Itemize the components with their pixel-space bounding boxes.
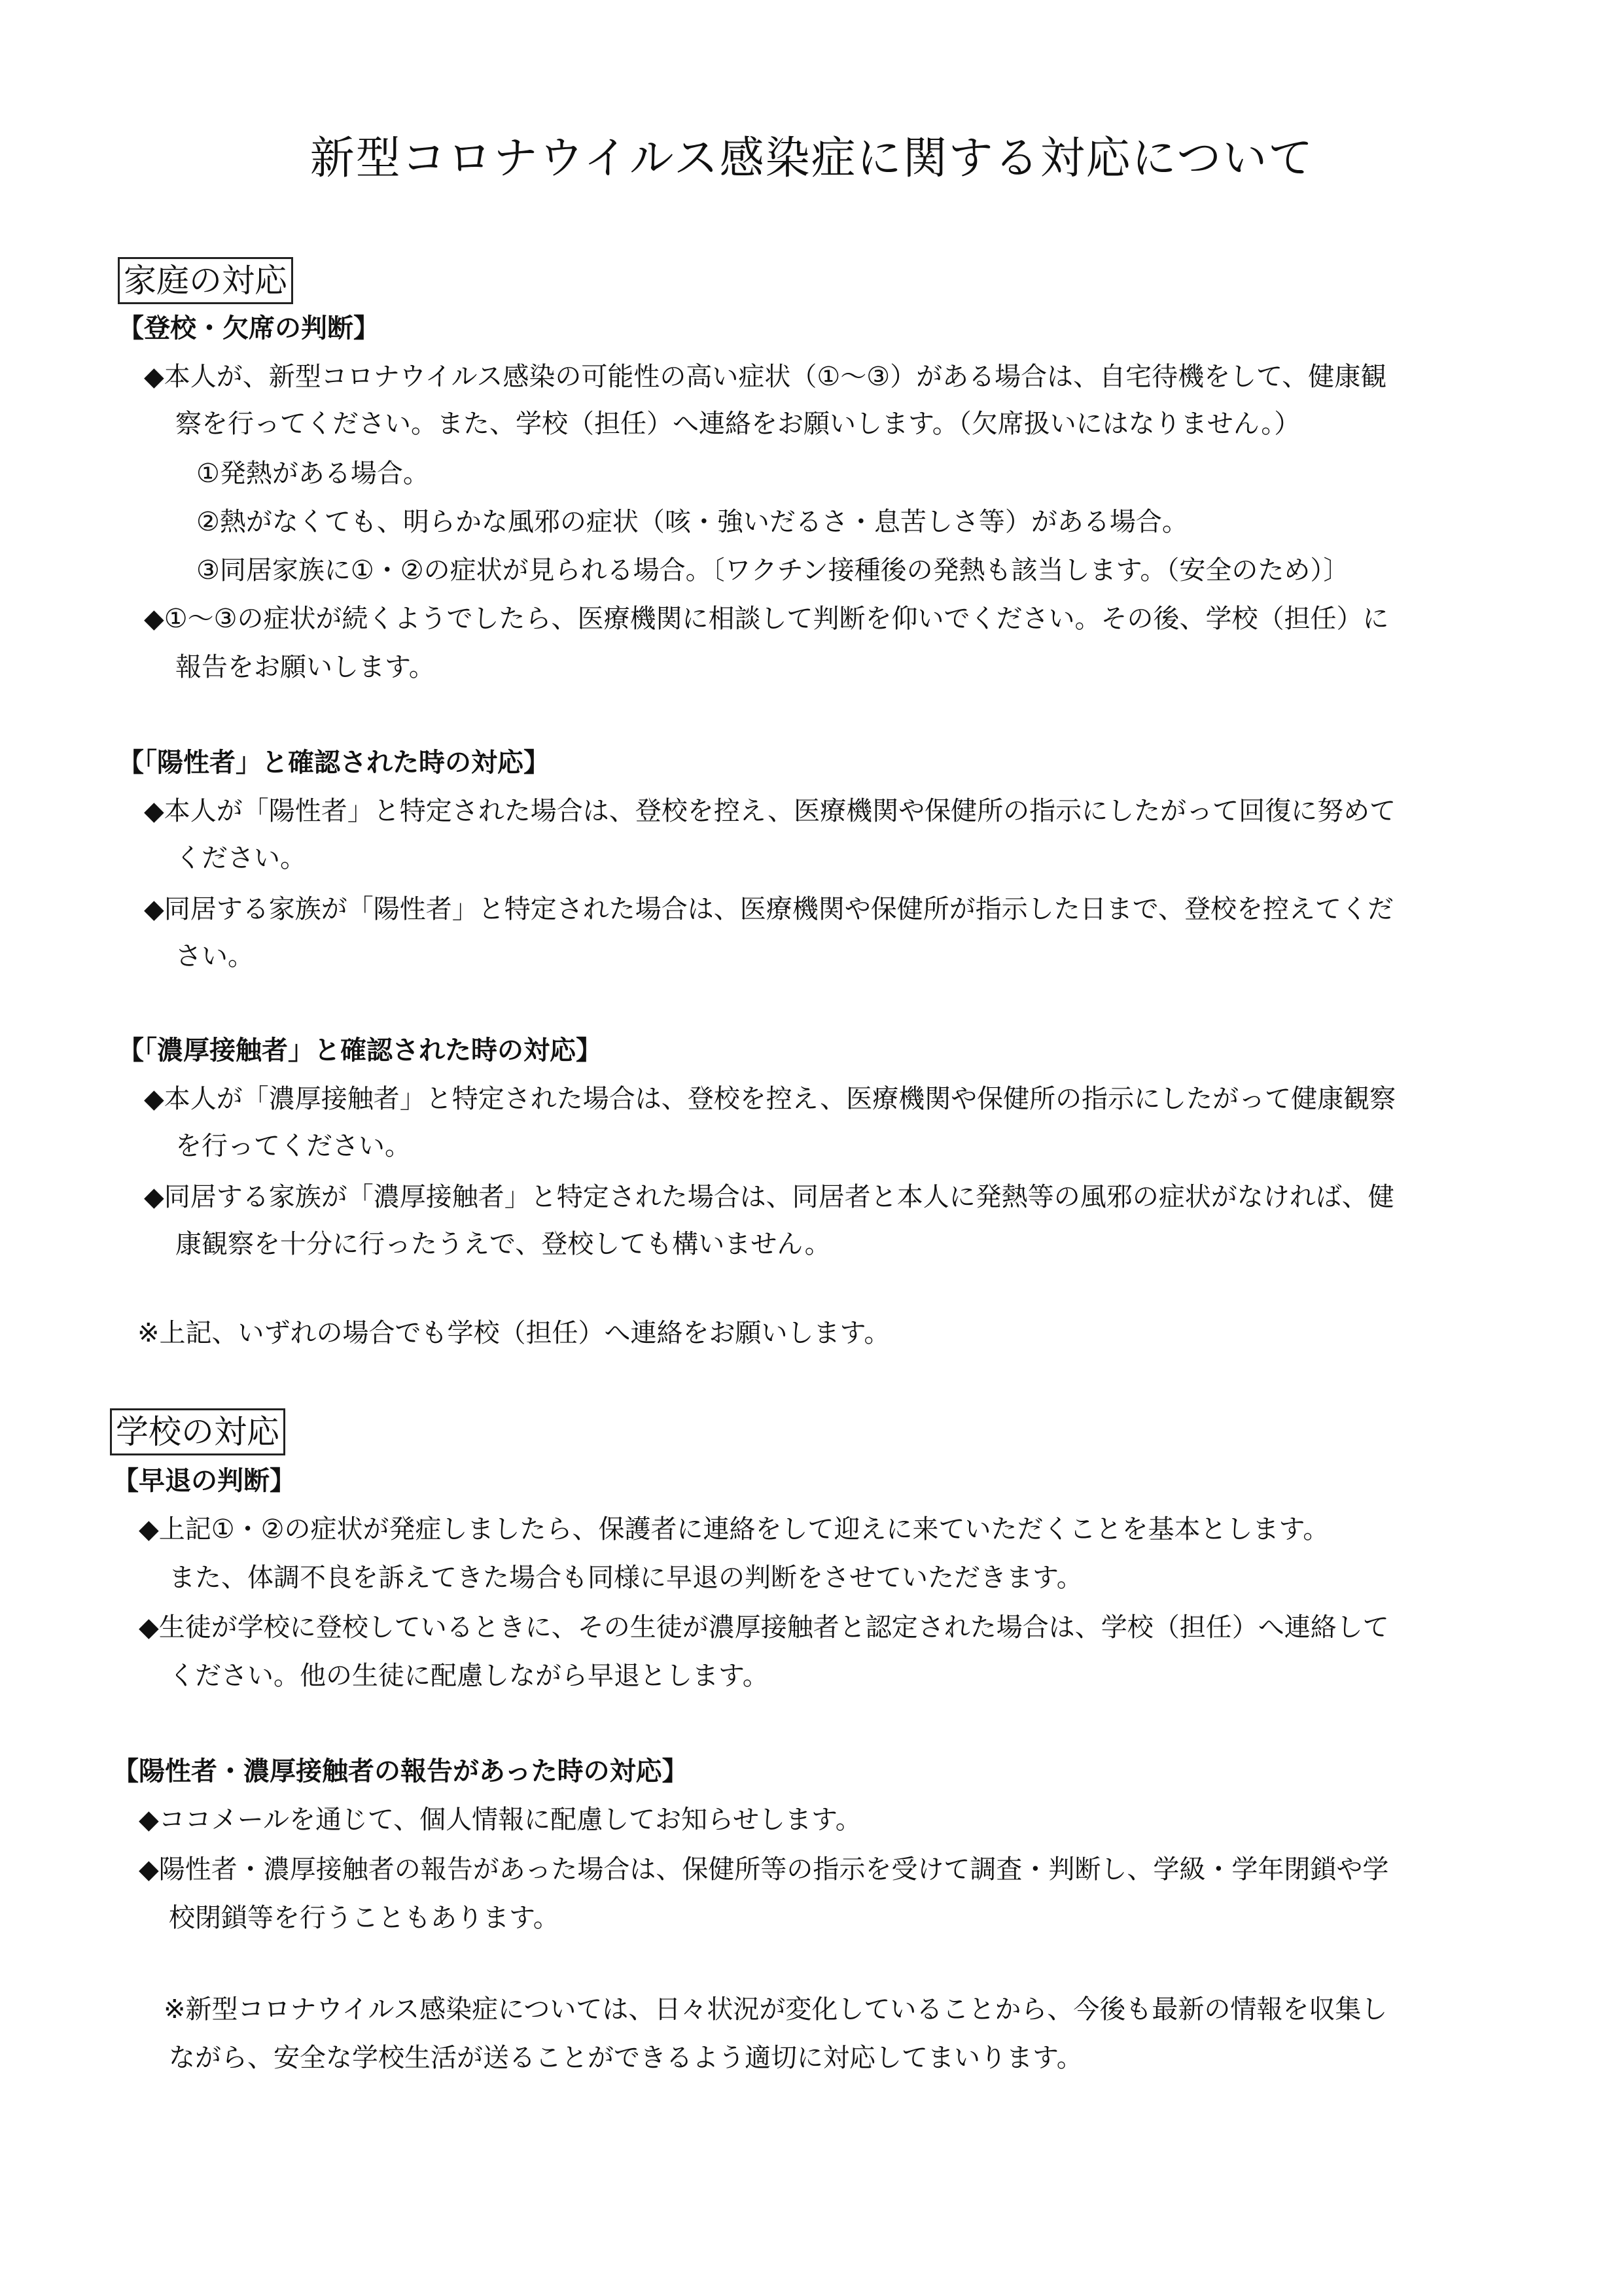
early-leave-line-3: ◆生徒が学校に登校しているときに、その生徒が濃厚接触者と認定された場合は、学校（担任）へ連絡して bbox=[139, 1612, 1389, 1643]
subheading-early-leave: 【早退の判断】 bbox=[113, 1466, 296, 1496]
section-heading-school: 学校の対応 bbox=[110, 1408, 285, 1455]
subheading-close-contact: 【「濃厚接触者」と確認された時の対応】 bbox=[118, 1035, 602, 1066]
close-contact-line-1: ◆本人が「濃厚接触者」と特定された場合は、登校を控え、医療機関や保健所の指示にしたがって健康観察 bbox=[144, 1084, 1396, 1114]
attendance-line-7: 報告をお願いします。 bbox=[175, 652, 435, 682]
close-contact-line-4: 康観察を十分に行ったうえで、登校しても構いません。 bbox=[175, 1229, 831, 1259]
subheading-attendance: 【登校・欠席の判断】 bbox=[118, 313, 380, 343]
early-leave-line-2: また、体調不良を訴えてきた場合も同様に早退の判断をさせていただきます。 bbox=[169, 1563, 1083, 1593]
early-leave-line-4: ください。他の生徒に配慮しながら早退とします。 bbox=[169, 1661, 769, 1691]
attendance-line-4: ②熱がなくても、明らかな風邪の症状（咳・強いだるさ・息苦しさ等）がある場合。 bbox=[196, 507, 1188, 537]
attendance-line-1: ◆本人が、新型コロナウイルス感染の可能性の高い症状（①～③）がある場合は、自宅待機をして、健康観 bbox=[144, 362, 1387, 392]
subheading-report: 【陽性者・濃厚接触者の報告があった時の対応】 bbox=[113, 1756, 688, 1786]
positive-line-2: ください。 bbox=[175, 843, 306, 873]
subheading-positive: 【「陽性者」と確認された時の対応】 bbox=[118, 748, 550, 778]
page-title: 新型コロナウイルス感染症に関する対応について bbox=[309, 133, 1315, 184]
attendance-line-6: ◆①～③の症状が続くようでしたら、医療機関に相談して判断を仰いでください。その後、学校（担任）に bbox=[144, 604, 1389, 634]
positive-line-1: ◆本人が「陽性者」と特定された場合は、登校を控え、医療機関や保健所の指示にしたがって回復に努めて bbox=[144, 796, 1396, 826]
positive-line-4: さい。 bbox=[175, 941, 254, 971]
section-heading-home: 家庭の対応 bbox=[118, 257, 293, 304]
report-line-3: 校閉鎖等を行うこともあります。 bbox=[169, 1903, 559, 1933]
closing-note-line-1: ※新型コロナウイルス感染症については、日々状況が変化していることから、今後も最新の情報を収集し bbox=[164, 1994, 1388, 2025]
attendance-line-5: ③同居家族に①・②の症状が見られる場合。〔ワクチン接種後の発熱も該当します。（安全のため）〕 bbox=[196, 555, 1350, 585]
report-line-1: ◆ココメールを通じて、個人情報に配慮してお知らせします。 bbox=[139, 1805, 862, 1835]
home-note: ※上記、いずれの場合でも学校（担任）へ連絡をお願いします。 bbox=[137, 1318, 891, 1348]
closing-note-line-2: ながら、安全な学校生活が送ることができるよう適切に対応してまいります。 bbox=[169, 2043, 1083, 2073]
early-leave-line-1: ◆上記①・②の症状が発症しましたら、保護者に連絡をして迎えに来ていただくことを基本とします。 bbox=[139, 1514, 1330, 1544]
close-contact-line-3: ◆同居する家族が「濃厚接触者」と特定された場合は、同居者と本人に発熱等の風邪の症状がなければ、健 bbox=[144, 1182, 1394, 1212]
attendance-line-3: ①発熱がある場合。 bbox=[196, 459, 429, 489]
close-contact-line-2: を行ってください。 bbox=[175, 1131, 411, 1161]
positive-line-3: ◆同居する家族が「陽性者」と特定された場合は、医療機関や保健所が指示した日まで、登校を控えてくだ bbox=[144, 894, 1394, 924]
attendance-line-2: 察を行ってください。また、学校（担任）へ連絡をお願いします。（欠席扱いにはなりません。） bbox=[175, 409, 1301, 439]
report-line-2: ◆陽性者・濃厚接触者の報告があった場合は、保健所等の指示を受けて調査・判断し、学級・学年閉鎖や学 bbox=[139, 1854, 1389, 1885]
